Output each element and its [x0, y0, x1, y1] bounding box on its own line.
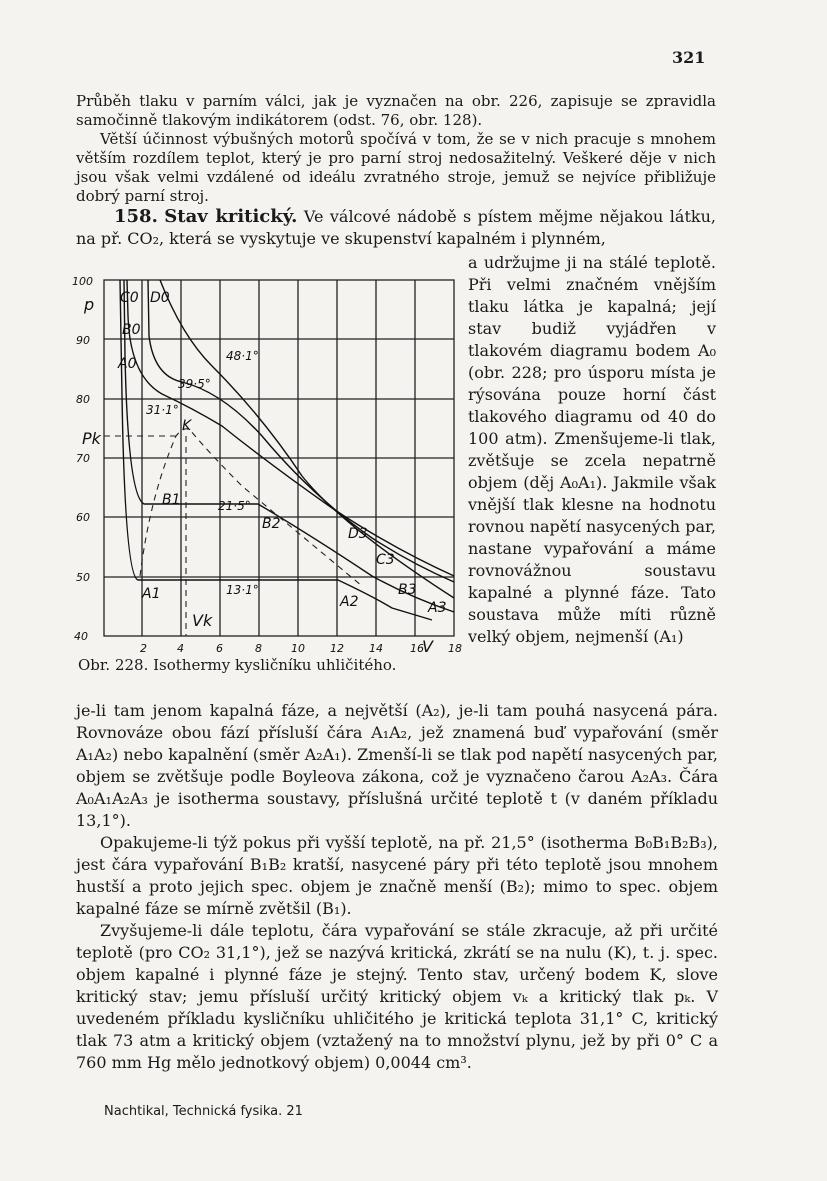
point-label: A1	[142, 586, 161, 602]
isotherm-48-1	[160, 280, 454, 598]
vk-label: Vk	[192, 611, 213, 630]
intro-paragraph-1: Průběh tlaku v parním válci, jak je vyznačen na obr. 226, zapisuje se zpravidla samočinně tlakovým indikátorem (odst. 76, obr. 128).	[76, 92, 716, 129]
y-tick: 40	[74, 630, 88, 643]
section-lead: Ve válcové nádobě s pístem mějme nějakou látku, na př. CO₂, která se vyskytuje ve skupenství kapalném i plynném,	[76, 207, 716, 248]
point-label: C0	[120, 290, 139, 306]
temperature-label: 39·5°	[178, 377, 211, 391]
point-label: D0	[150, 290, 170, 306]
page-footer: Nachtikal, Technická fysika. 21	[104, 1104, 303, 1119]
x-tick: 14	[369, 642, 383, 655]
page-number: 321	[672, 48, 706, 67]
section-number: 158.	[114, 206, 158, 227]
isotherm-figure	[72, 276, 464, 680]
isotherm-39-5	[148, 280, 454, 582]
isotherm-21-5	[124, 280, 454, 612]
temperature-label: 48·1°	[226, 349, 259, 363]
point-label: B1	[162, 492, 181, 508]
point-label: A0	[118, 356, 137, 372]
intro-block	[76, 92, 716, 206]
y-tick: 60	[76, 511, 90, 524]
intro-paragraph-2: Větší účinnost výbušných motorů spočívá v tom, že se v nich pracuje s mnohem větším rozdílem teplot, který je pro parní stroj nedosažitelný. Veškeré děje v nich jsou však velmi vzdálené od ideálu zvratného stroje, jemuž se nejvíce přibližuje dobrý parní stroj.	[76, 130, 716, 205]
temperature-label: 21·5°	[218, 499, 251, 513]
temperature-label: 13·1°	[226, 583, 259, 597]
x-tick: 8	[255, 642, 262, 655]
lower-paragraph-1: je-li tam jenom kapalná fáze, a největší (A₂), je-li tam pouhá nasycená pára. Rovnováze obou fází přísluší čára A₁A₂, jež znamená buď vypařování (směr A₁A₂) nebo kapalnění (směr A₂A₁). Zmenší-li se tlak pod napětí nasycených par, objem se zvětšuje podle Boyleova zákona, což je vyznačeno čarou A₂A₃. Čára A₀A₁A₂A₃ je isotherma soustavy, příslušná určité teplotě t (v daném příkladu 13,1°).	[76, 701, 718, 830]
x-tick: 12	[330, 642, 344, 655]
point-label: A2	[340, 594, 359, 610]
y-axis-ticks	[72, 276, 93, 643]
x-tick: 6	[216, 642, 223, 655]
axis-label-p: p	[84, 295, 95, 314]
y-tick: 70	[76, 452, 90, 465]
pk-label: Pk	[82, 429, 101, 448]
point-label: B0	[122, 322, 141, 338]
right-column-text: a udržujme ji na stálé teplotě. Při velmi značném vnějším tlaku látka je kapalná; její stav budiž vyjádřen v tlakovém diagramu bodem A₀ (obr. 228; pro úsporu místa je rýsována pouze horní část tlakového diagramu od 40 do 100 atm). Zmenšujeme-li tlak, zvětšuje se zcela nepatrně objem (děj A₀A₁). Jakmile však vnější tlak klesne na hodnotu rovnou napětí nasycených par, nastane vypařování a máme rovnovážnou soustavu kapalné a plynné fáze. Tato soustava může míti různě velký objem, nejmenší (A₁)	[468, 253, 716, 646]
point-label: K	[182, 418, 192, 434]
point-label: B2	[262, 516, 281, 532]
point-label: A3	[428, 600, 447, 616]
x-tick: 4	[177, 642, 184, 655]
isotherm-13-1	[120, 280, 432, 620]
isotherm-curves	[120, 280, 454, 620]
lower-text-block	[76, 700, 718, 1074]
y-tick: 80	[76, 393, 90, 406]
y-tick: 50	[76, 571, 90, 584]
axis-label-v: V	[422, 637, 433, 656]
figure-caption: Obr. 228. Isothermy kysličníku uhličitého.	[78, 656, 397, 674]
point-label: D3	[348, 526, 368, 542]
x-tick: 10	[291, 642, 305, 655]
isotherm-31-1	[127, 280, 454, 576]
isotherm-diagram	[72, 276, 464, 656]
lower-paragraph-3: Zvyšujeme-li dále teplotu, čára vypařování se stále zkracuje, až při určité teplotě (pro CO₂ 31,1°), jež se nazývá kritická, zkrátí se na nulu (K), t. j. spec. objem kapalné i plynné fáze je stejný. Tento stav, určený bodem K, slove kritický stav; jemu přísluší určitý kritický objem vₖ a kritický tlak pₖ. V uvedeném příkladu kysličníku uhličitého je kritická teplota 31,1° C, kritický tlak 73 atm a kritický objem (vztažený na to množství plynu, jež by při 0° C a 760 mm Hg mělo jednotkový objem) 0,0044 cm³.	[76, 921, 718, 1072]
section-heading	[76, 206, 716, 250]
temperature-labels	[146, 349, 259, 597]
x-tick: 2	[140, 642, 147, 655]
y-tick: 90	[76, 334, 90, 347]
y-tick: 100	[72, 276, 93, 288]
section-title: Stav kritický.	[164, 206, 298, 227]
saturation-dome	[104, 429, 362, 636]
temperature-label: 31·1°	[146, 403, 179, 417]
x-tick: 16	[410, 642, 424, 655]
x-tick: 18	[448, 642, 462, 655]
lower-paragraph-2: Opakujeme-li týž pokus při vyšší teplotě, na př. 21,5° (isotherma B₀B₁B₂B₃), jest čára vypařování B₁B₂ kratší, nasycené páry při této teplotě jsou mnohem hustší a proto jejich spec. objem je značně menší (B₂); mimo to spec. objem kapalné fáze se mírně zvětšil (B₁).	[76, 833, 718, 918]
x-axis-ticks	[140, 642, 462, 655]
point-label: B3	[398, 582, 417, 598]
point-label: C3	[376, 552, 395, 568]
